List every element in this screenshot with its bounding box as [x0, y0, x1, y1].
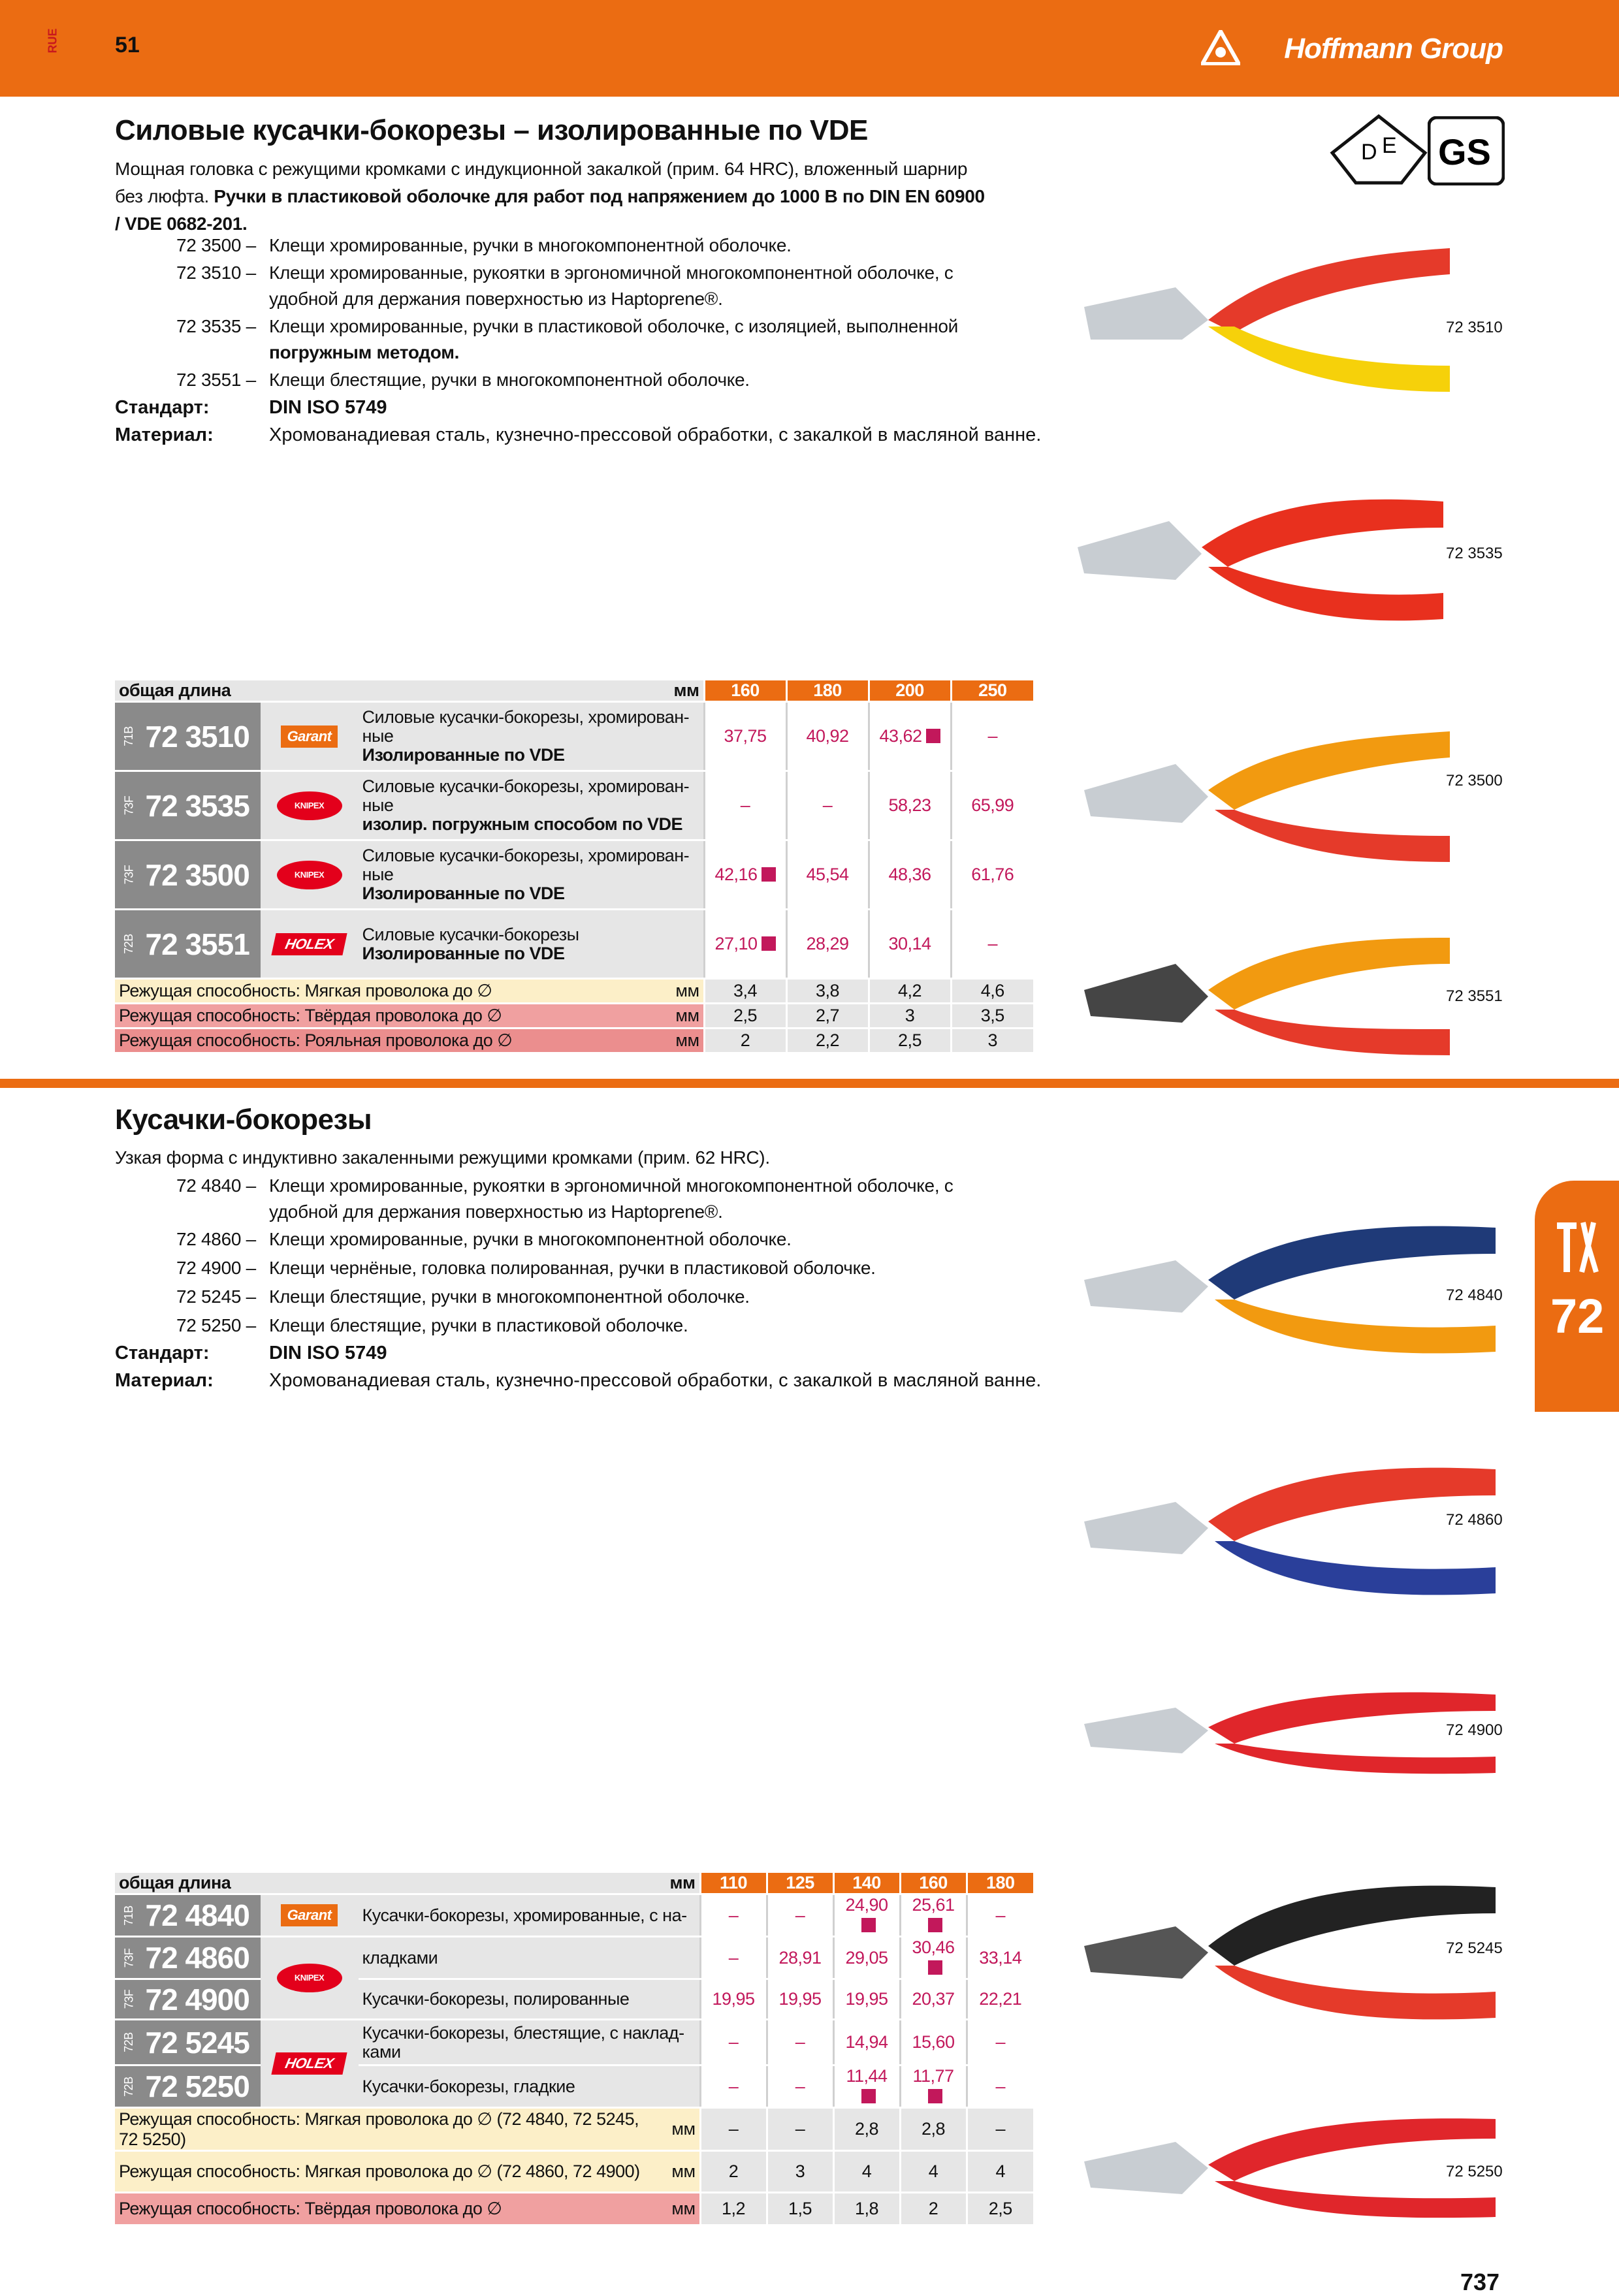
cut-label: Режущая способность: Мягкая проволока до ∅ (72 4860, 72 4900): [115, 2151, 648, 2193]
article-number: 72 3551: [143, 910, 261, 979]
section2-title: Кусачки-бокорезы: [115, 1104, 372, 1136]
brand-logo: KNIPEX: [261, 1937, 359, 2020]
cut-value: 2,5: [704, 1004, 786, 1028]
price-cell: –: [767, 2065, 833, 2108]
price-table-1: [115, 680, 1033, 1054]
size-header: 160: [900, 1873, 967, 1894]
price-cell: 11,44: [833, 2065, 900, 2108]
svg-text:GS: GS: [1438, 131, 1491, 172]
svg-text:E: E: [1382, 133, 1397, 158]
article-number: 72 3510: [143, 702, 261, 771]
brand-name: Hoffmann Group: [1284, 33, 1503, 65]
article-number: 72 4900: [143, 1979, 261, 2020]
article-number: 72 4860: [143, 1937, 261, 1979]
price-cell: 40,92: [786, 702, 869, 771]
item-art: 72 4900 –: [176, 1258, 256, 1278]
cut-value: 3: [869, 1004, 951, 1028]
item-art: 72 3510 –: [176, 263, 256, 283]
stock-square-icon: [928, 1960, 942, 1975]
brand-logo: Garant: [261, 702, 359, 771]
product-description: Силовые кусачки-бокорезы Изолированные по VDE: [359, 910, 704, 979]
price-cell: 11,77: [900, 2065, 967, 2108]
price-cell: –: [700, 1937, 767, 1979]
brand-logo: HOLEX: [261, 910, 359, 979]
section-page-number: 51: [115, 33, 140, 57]
article-number: 72 4840: [143, 1894, 261, 1937]
table-row: [115, 1937, 1033, 1979]
item-desc: Клещи блестящие, ручки в многокомпонентной оболочке.: [269, 1286, 750, 1307]
price-cell: 24,90: [833, 1894, 900, 1937]
image-label: 72 4860: [1446, 1511, 1503, 1529]
material-value: Хромованадиевая сталь, кузнечно-прессовой обработки, с закалкой в масляной ванне.: [269, 1370, 1042, 1391]
price-cell: 28,91: [767, 1937, 833, 1979]
plier-image-724840: [1078, 1208, 1496, 1371]
item-art: 72 4860 –: [176, 1229, 256, 1249]
brand-logo: Garant: [261, 1894, 359, 1937]
cut-value: 2: [900, 2193, 967, 2225]
price-cell: 25,61: [900, 1894, 967, 1937]
item-art: 72 4840 –: [176, 1175, 256, 1196]
cut-unit: мм: [652, 979, 704, 1004]
length-label: общая длина: [115, 680, 652, 702]
article-number: 72 3500: [143, 840, 261, 910]
section2-intro: Узкая форма с индуктивно закаленными режущими кромками (прим. 62 HRC).: [115, 1147, 770, 1168]
item-desc: Клещи хромированные, ручки в многокомпонентной оболочке.: [269, 1229, 792, 1249]
table-row: [115, 702, 1033, 771]
cut-value: –: [767, 2108, 833, 2151]
standard-label: Стандарт:: [115, 1343, 210, 1363]
cut-value: 4: [833, 2151, 900, 2193]
cut-unit: мм: [652, 1004, 704, 1028]
cut-value: 2,5: [869, 1028, 951, 1053]
cut-value: 1,8: [833, 2193, 900, 2225]
price-cell: 29,05: [833, 1937, 900, 1979]
plier-image-724900: [1078, 1678, 1496, 1789]
article-number: 72 3535: [143, 771, 261, 840]
image-label: 72 4900: [1446, 1721, 1503, 1739]
length-unit: мм: [652, 680, 704, 702]
plier-image-725250: [1078, 2103, 1496, 2233]
price-cell: 22,21: [967, 1979, 1033, 2020]
item-desc: Клещи хромированные, ручки в пластиковой оболочке, с изоляцией, выполненной погружным методом.: [269, 316, 959, 362]
stock-square-icon: [926, 729, 940, 743]
plier-image-723535: [1071, 469, 1450, 639]
cut-value: 3,4: [704, 979, 786, 1004]
price-cell: –: [967, 1894, 1033, 1937]
cut-value: 2,8: [833, 2108, 900, 2151]
chapter-number: 72: [1550, 1289, 1605, 1343]
cut-value: 4,2: [869, 979, 951, 1004]
price-cell: –: [967, 2020, 1033, 2065]
product-description: Кусачки-бокорезы, гладкие: [359, 2065, 700, 2108]
image-label: 72 3500: [1446, 772, 1503, 789]
catalog-code: 72B: [115, 2020, 143, 2065]
item-desc: Клещи блестящие, ручки в пластиковой оболочке.: [269, 1315, 688, 1335]
size-header: 180: [967, 1873, 1033, 1894]
cut-value: 1,2: [700, 2193, 767, 2225]
material-label: Материал:: [115, 1370, 214, 1391]
cut-value: 3,5: [951, 1004, 1033, 1028]
catalog-code: 73F: [115, 840, 143, 910]
product-description: Силовые кусачки-бокорезы, хромирован- ные изолир. погружным способом по VDE: [359, 771, 704, 840]
hoffmann-logo-icon: [1201, 30, 1240, 65]
cut-unit: мм: [648, 2151, 700, 2193]
plier-image-723500: [1078, 718, 1456, 875]
item-desc: Клещи чернёные, головка полированная, ручки в пластиковой оболочке.: [269, 1258, 876, 1278]
table-row: [115, 1979, 1033, 2020]
price-cell: 65,99: [951, 771, 1033, 840]
cut-unit: мм: [648, 2193, 700, 2225]
product-description: кладками: [359, 1937, 700, 1979]
price-cell: 43,62: [869, 702, 951, 771]
price-cell: –: [700, 1894, 767, 1937]
plier-image-724860: [1078, 1456, 1496, 1613]
cut-value: –: [700, 2108, 767, 2151]
vde-mark-icon: [1330, 114, 1428, 185]
price-cell: 28,29: [786, 910, 869, 979]
price-cell: –: [700, 2020, 767, 2065]
stock-square-icon: [761, 867, 776, 882]
price-cell: 45,54: [786, 840, 869, 910]
section-divider: [0, 1079, 1619, 1088]
price-cell: –: [767, 1894, 833, 1937]
price-cell: –: [786, 771, 869, 840]
plier-image-725245: [1078, 1868, 1496, 2037]
table-row: [115, 2065, 1033, 2108]
catalog-code: 71B: [115, 1894, 143, 1937]
table-row: [115, 771, 1033, 840]
table-row: [115, 910, 1033, 979]
gs-mark-icon: [1428, 116, 1505, 185]
cut-value: 2,5: [967, 2193, 1033, 2225]
price-cell: –: [951, 910, 1033, 979]
catalog-code: 73F: [115, 1979, 143, 2020]
item-art: 72 3500 –: [176, 235, 256, 255]
item-desc: Клещи хромированные, ручки в многокомпонентной оболочке.: [269, 235, 792, 255]
cut-row: [115, 979, 1033, 1004]
catalog-code: 73F: [115, 771, 143, 840]
material-label: Материал:: [115, 424, 214, 445]
cut-value: 4: [967, 2151, 1033, 2193]
price-cell: 58,23: [869, 771, 951, 840]
product-description: Кусачки-бокорезы, блестящие, с наклад- ками: [359, 2020, 700, 2065]
cut-row: [115, 2151, 1033, 2193]
product-description: Силовые кусачки-бокорезы, хромирован- ные Изолированные по VDE: [359, 702, 704, 771]
cut-label: Режущая способность: Рояльная проволока до ∅: [115, 1028, 652, 1053]
price-cell: 19,95: [700, 1979, 767, 2020]
length-label: общая длина: [115, 1873, 648, 1894]
cut-value: 4: [900, 2151, 967, 2193]
price-cell: 19,95: [833, 1979, 900, 2020]
product-description: Силовые кусачки-бокорезы, хромирован- ные Изолированные по VDE: [359, 840, 704, 910]
standard-value: DIN ISO 5749: [269, 397, 387, 418]
price-cell: 48,36: [869, 840, 951, 910]
cut-value: –: [967, 2108, 1033, 2151]
brand-logo: KNIPEX: [261, 771, 359, 840]
size-header: 250: [951, 680, 1033, 702]
cut-value: 3: [767, 2151, 833, 2193]
size-header: 110: [700, 1873, 767, 1894]
size-header: 200: [869, 680, 951, 702]
item-art: 72 5250 –: [176, 1315, 256, 1335]
price-cell: 33,14: [967, 1937, 1033, 1979]
catalog-code: 71B: [115, 702, 143, 771]
item-art: 72 3551 –: [176, 370, 256, 390]
cut-value: 3,8: [786, 979, 869, 1004]
image-label: 72 3535: [1446, 545, 1503, 562]
cut-value: 2: [704, 1028, 786, 1053]
length-unit: мм: [648, 1873, 700, 1894]
size-header: 140: [833, 1873, 900, 1894]
size-header: 125: [767, 1873, 833, 1894]
catalog-code: 72B: [115, 910, 143, 979]
image-label: 72 3551: [1446, 987, 1503, 1005]
stock-square-icon: [928, 1918, 942, 1932]
standard-label: Стандарт:: [115, 397, 210, 418]
brand-logo: HOLEX: [261, 2020, 359, 2108]
price-cell: 14,94: [833, 2020, 900, 2065]
cut-unit: мм: [648, 2108, 700, 2151]
language-code: RUE: [46, 28, 59, 54]
material-value: Хромованадиевая сталь, кузнечно-прессовой обработки, с закалкой в масляной ванне.: [269, 424, 1042, 445]
table-row: [115, 1894, 1033, 1937]
stock-square-icon: [861, 2089, 876, 2103]
cut-value: 4,6: [951, 979, 1033, 1004]
cut-row: [115, 2193, 1033, 2225]
cut-row: [115, 2108, 1033, 2151]
price-cell: –: [967, 2065, 1033, 2108]
image-label: 72 4840: [1446, 1286, 1503, 1304]
plier-image-723510: [1078, 229, 1456, 424]
cut-value: 2,8: [900, 2108, 967, 2151]
price-cell: 27,10: [704, 910, 786, 979]
plier-image-723551: [1078, 925, 1456, 1068]
item-desc: Клещи блестящие, ручки в многокомпонентной оболочке.: [269, 370, 750, 390]
pliers-tool-icon: [1554, 1220, 1601, 1275]
price-cell: 42,16: [704, 840, 786, 910]
section1-intro: Мощная головка с режущими кромками с индукционной закалкой (прим. 64 HRC), вложенный шарнир без люфта. Ручки в пластиковой оболочке для работ под напряжением до 1000 В по DIN EN 60900 / VDE 0682-201.: [115, 159, 985, 234]
item-desc: Клещи хромированные, рукоятки в эргономичной многокомпонентной оболочке, с удобной для держания поверхностью из Haptoprene®.: [269, 263, 954, 309]
page-number: 737: [1460, 2269, 1500, 2295]
cut-row: [115, 1028, 1033, 1053]
section1-title: Силовые кусачки-бокорезы – изолированные по VDE: [115, 114, 868, 146]
svg-text:D: D: [1361, 140, 1377, 165]
cut-value: 2,7: [786, 1004, 869, 1028]
product-description: Кусачки-бокорезы, хромированные, с на-: [359, 1894, 700, 1937]
item-art: 72 3535 –: [176, 316, 256, 336]
image-label: 72 5250: [1446, 2163, 1503, 2180]
cut-value: 3: [951, 1028, 1033, 1053]
table-row: [115, 840, 1033, 910]
cut-value: 2,2: [786, 1028, 869, 1053]
stock-square-icon: [928, 2089, 942, 2103]
image-label: 72 5245: [1446, 1939, 1503, 1957]
image-label: 72 3510: [1446, 319, 1503, 336]
cut-value: 1,5: [767, 2193, 833, 2225]
brand-logo: KNIPEX: [261, 840, 359, 910]
stock-square-icon: [861, 1918, 876, 1932]
cut-label: Режущая способность: Твёрдая проволока до ∅: [115, 1004, 652, 1028]
standard-value: DIN ISO 5749: [269, 1343, 387, 1363]
item-art: 72 5245 –: [176, 1286, 256, 1307]
cut-unit: мм: [652, 1028, 704, 1053]
price-cell: –: [700, 2065, 767, 2108]
price-cell: –: [767, 2020, 833, 2065]
cut-label: Режущая способность: Мягкая проволока до ∅ (72 4840, 72 5245, 72 5250): [115, 2108, 648, 2151]
price-cell: 30,46: [900, 1937, 967, 1979]
catalog-code: 73F: [115, 1937, 143, 1979]
price-cell: 37,75: [704, 702, 786, 771]
price-cell: 20,37: [900, 1979, 967, 2020]
price-table-2: [115, 1873, 1033, 2226]
size-header: 160: [704, 680, 786, 702]
article-number: 72 5250: [143, 2065, 261, 2108]
stock-square-icon: [761, 936, 776, 951]
table-row: [115, 2020, 1033, 2065]
price-cell: 61,76: [951, 840, 1033, 910]
price-cell: 15,60: [900, 2020, 967, 2065]
item-desc: Клещи хромированные, рукоятки в эргономичной многокомпонентной оболочке, с удобной для держания поверхностью из Haptoprene®.: [269, 1175, 954, 1222]
product-description: Кусачки-бокорезы, полированные: [359, 1979, 700, 2020]
price-cell: 19,95: [767, 1979, 833, 2020]
catalog-code: 72B: [115, 2065, 143, 2108]
cut-row: [115, 1004, 1033, 1028]
cut-value: 2: [700, 2151, 767, 2193]
cut-label: Режущая способность: Мягкая проволока до ∅: [115, 979, 652, 1004]
size-header: 180: [786, 680, 869, 702]
cut-label: Режущая способность: Твёрдая проволока до ∅: [115, 2193, 648, 2225]
price-cell: –: [951, 702, 1033, 771]
price-cell: –: [704, 771, 786, 840]
price-cell: 30,14: [869, 910, 951, 979]
article-number: 72 5245: [143, 2020, 261, 2065]
chapter-tab[interactable]: [1535, 1181, 1619, 1412]
